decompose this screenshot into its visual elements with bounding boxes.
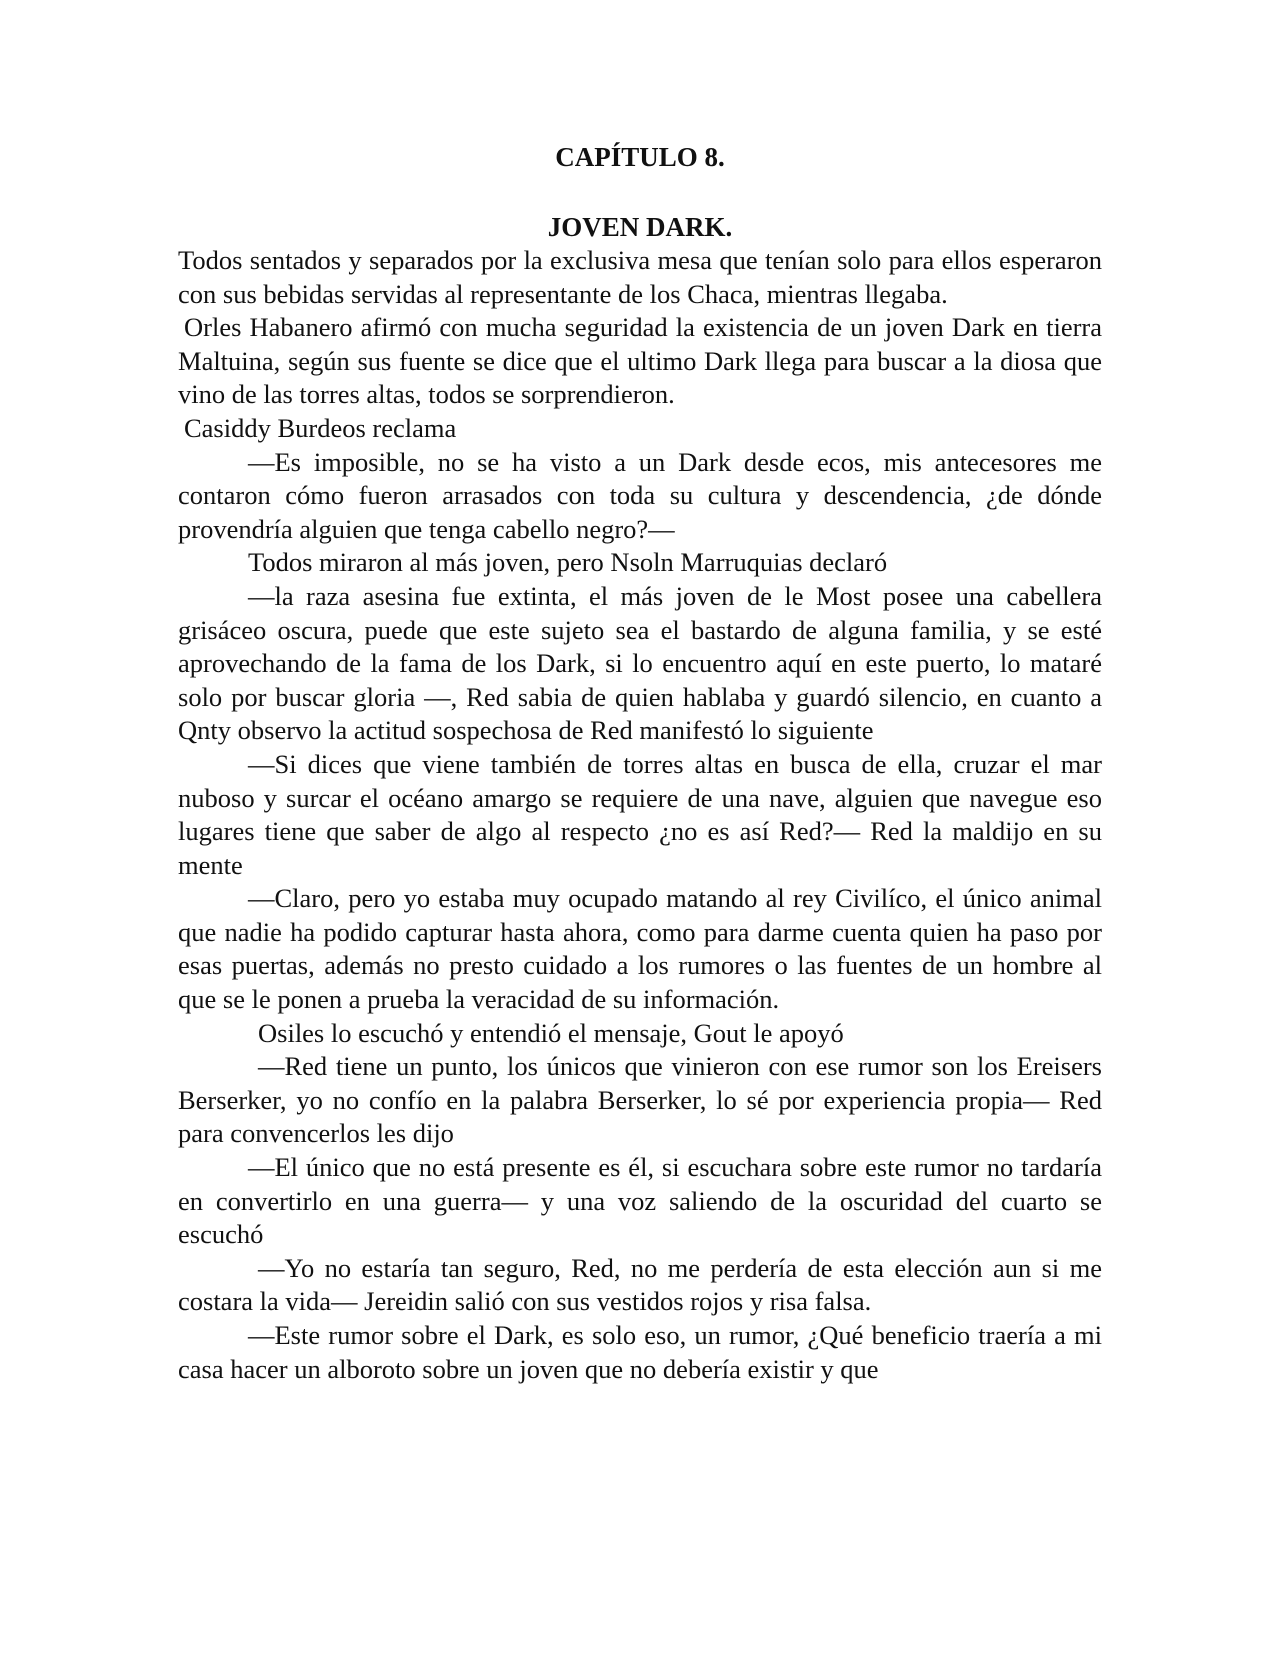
paragraph: Todos sentados y separados por la exclusiva mesa que tenían solo para ellos esperaron con sus bebidas servidas al representante de los Chaca, mientras llegaba. — [178, 245, 1102, 309]
dialogue-paragraph: —El único que no está presente es él, si escuchara sobre este rumor no tardaría en convertirlo en una guerra— y una voz saliendo de la oscuridad del cuarto se escuchó — [178, 1152, 1102, 1250]
paragraph: Todos miraron al más joven, pero Nsoln Marruquias declaró — [248, 547, 888, 578]
dialogue-paragraph: —Red tiene un punto, los únicos que vinieron con ese rumor son los Ereisers Berserker, yo no confío en la palabra Berserker, lo sé por experiencia propia— Red para convencerlos les dijo — [178, 1051, 1102, 1149]
dialogue-paragraph: —Claro, pero yo estaba muy ocupado matando al rey Civilíco, el único animal que nadie ha podido capturar hasta ahora, como para darme cuenta quien ha paso por esas puertas, además no presto cuidado a los rumores o las fuentes de un hombre al que se le ponen a prueba la veracidad de su información. — [178, 883, 1102, 1015]
dialogue-paragraph: —la raza asesina fue extinta, el más joven de le Most posee una cabellera grisáceo oscura, puede que este sujeto sea el bastardo de alguna familia, y se esté aprovechando de la fama de los Dark, si lo encuentro aquí en este puerto, lo mataré solo por buscar gloria —, Red sabia de quien hablaba y guardó silencio, en cuanto a Qnty observo la actitud sospechosa de Red manifestó lo siguiente — [178, 580, 1102, 746]
paragraph: Orles Habanero afirmó con mucha seguridad la existencia de un joven Dark en tierra Maltuina, según sus fuente se dice que el ultimo Dark llega para buscar a la diosa que vino de las torres altas, todos se sorprendieron. — [178, 312, 1102, 410]
dialogue-paragraph: —Este rumor sobre el Dark, es solo eso, un rumor, ¿Qué beneficio traería a mi casa hacer un alboroto sobre un joven que no debería existir y que — [178, 1320, 1102, 1384]
document-page — [178, 140, 1102, 1386]
body-text — [178, 244, 1102, 1386]
paragraph: Osiles lo escuchó y entendió el mensaje, Gout le apoyó — [258, 1017, 844, 1048]
chapter-title: JOVEN DARK. — [547, 212, 733, 242]
dialogue-paragraph: —Si dices que viene también de torres altas en busca de ella, cruzar el mar nuboso y surcar el océano amargo se requiere de una nave, alguien que navegue eso lugares tiene que saber de algo al respecto ¿no es así Red?— Red la maldijo en su mente — [178, 748, 1102, 880]
chapter-heading: CAPÍTULO 8. — [555, 142, 725, 172]
paragraph: Casiddy Burdeos reclama — [184, 412, 457, 443]
dialogue-paragraph: —Es imposible, no se ha visto a un Dark desde ecos, mis antecesores me contaron cómo fueron arrasados con toda su cultura y descendencia, ¿de dónde provendría alguien que tenga cabello negro?— — [178, 446, 1102, 544]
dialogue-paragraph: —Yo no estaría tan seguro, Red, no me perdería de esta elección aun si me costara la vida— Jereidin salió con sus vestidos rojos y risa falsa. — [178, 1252, 1102, 1317]
